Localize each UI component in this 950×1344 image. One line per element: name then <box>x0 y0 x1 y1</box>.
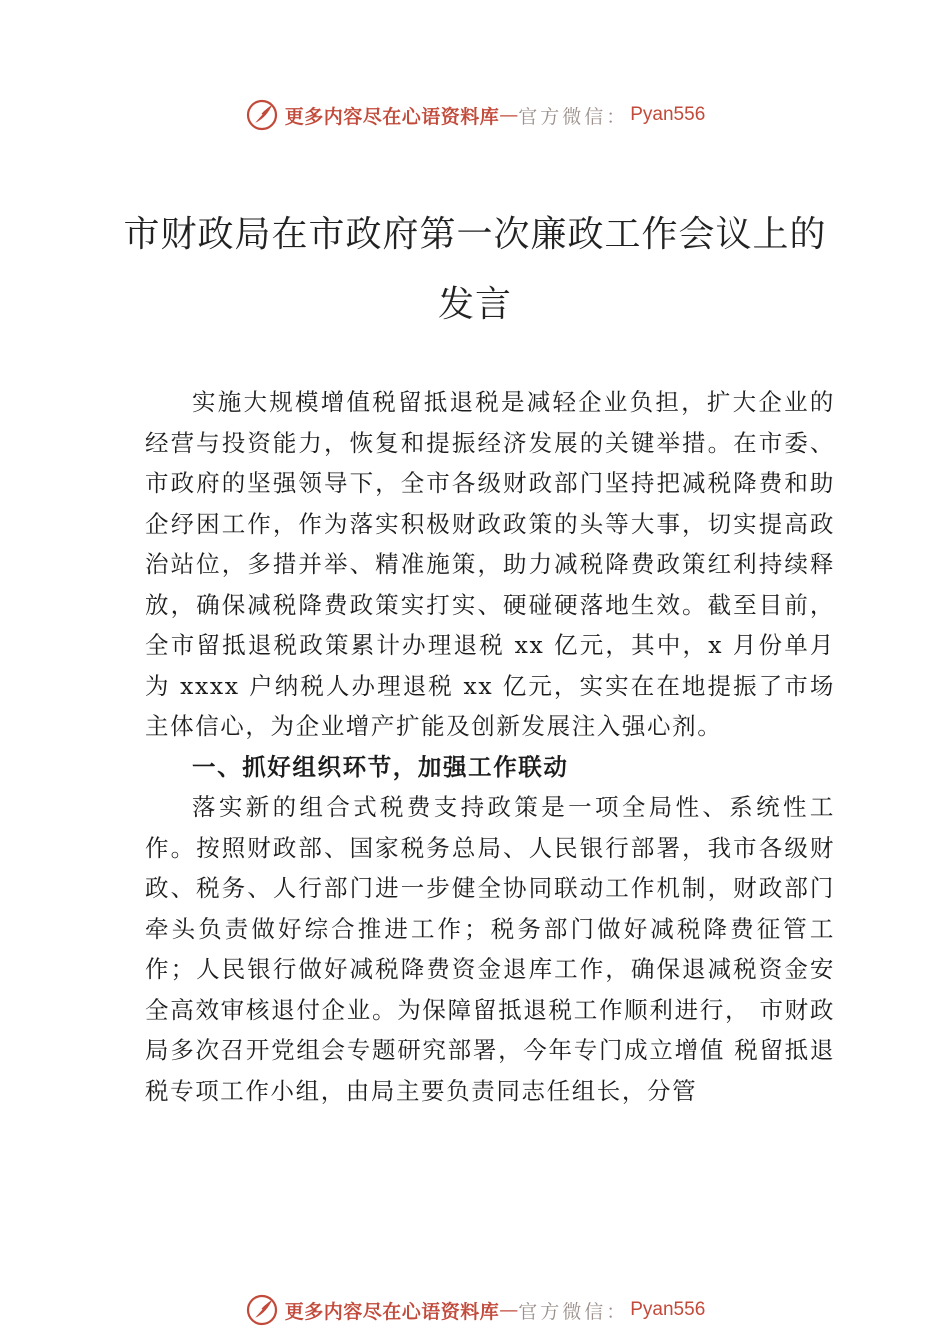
quill-logo-icon <box>245 98 279 132</box>
banner-wechat-id: Pyan556 <box>630 104 706 125</box>
footer-banner <box>0 1290 950 1330</box>
header-banner <box>0 95 950 135</box>
intro-paragraph: 实施大规模增值税留抵退税是减轻企业负担，扩大企业的经营与投资能力，恢复和提振经济发展的关键举措。在市委、市政府的坚强领导下，全市各级财政部门坚持把减税降费和助企纾困工作，作为落实积极财政政策的头等大事，切实提高政治站位，多措并举、精准施策，助力减税降费政策红利持续释放，确保减税降费政策实打实、硬碰硬落地生效。截至目前，全市留抵退税政策累计办理退税 xx 亿元，其中，x 月份单月为 xxxx 户纳税人办理退税 xx 亿元，实实在在地提振了市场主体信心，为企业增产扩能及创新发展注入强心剂。 <box>145 388 835 740</box>
banner-separator: — <box>499 104 519 126</box>
banner-wechat-label: 官方微信： <box>518 1300 629 1323</box>
banner-brand-text: 更多内容尽在心语资料库 <box>284 105 500 128</box>
banner-separator: — <box>499 1299 519 1321</box>
document-title: 市财政局在市政府第一次廉政工作会议上的发言 <box>123 214 827 325</box>
banner-brand-text: 更多内容尽在心语资料库 <box>284 1300 500 1323</box>
banner-wechat-label: 官方微信： <box>518 105 629 128</box>
banner-wechat-id: Pyan556 <box>630 1299 706 1320</box>
document-body <box>145 382 835 1111</box>
quill-logo-icon <box>245 1293 279 1327</box>
section-heading-1: 一、抓好组织环节，加强工作联动 <box>192 752 569 781</box>
section-1-paragraph: 落实新的组合式税费支持政策是一项全局性、系统性工作。按照财政部、国家税务总局、人民银行部署，我市各级财政、税务、人行部门进一步健全协同联动工作机制，财政部门牵头负责做好综合推进工作；税务部门做好减税降费征管工作；人民银行做好减税降费资金退库工作，确保退减税资金安全高效审核退付企业。为保障留抵退税工作顺利进行， 市财政局多次召开党组会专题研究部署，今年专门成立增值 税留抵退税专项工作小组，由局主要负责同志任组长，分管 <box>145 793 835 1105</box>
